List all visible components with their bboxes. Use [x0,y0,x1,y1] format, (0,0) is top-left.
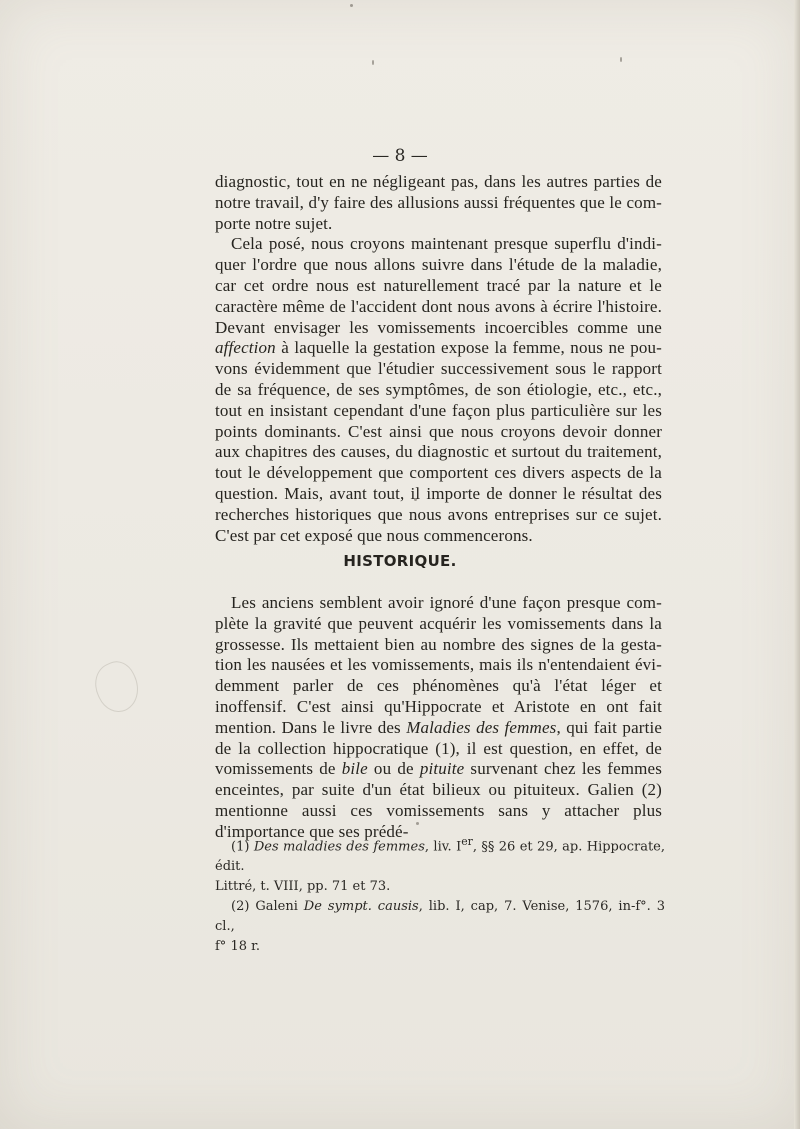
text-line: Littré, t. VIII, pp. 71 et 73. [215,879,391,895]
paragraph-2 [215,234,662,546]
text-line: grossesse. Ils mettaient bien au nombre des signes de la gesta- [215,634,662,654]
text-line: car cet ordre nous est naturellement tracé par la nature et le [215,275,662,295]
text-line: vons évidemment que l'étudier successivement sous le rapport [215,359,662,379]
text-line: points dominants. C'est ainsi que nous croyons devoir donner [215,421,662,441]
text-line: aux chapitres des causes, du diagnostic et surtout du traitement, [215,442,662,462]
text-line: diagnostic, tout en ne négligeant pas, dans les autres parties de [215,172,662,191]
footnote-number: (1) [231,839,254,855]
text-line: survenant chez les femmes enceintes, par suite [215,759,662,800]
text-line: porte notre sujet. [215,213,333,233]
text-line: tout en insistant cependant d'une façon plus particulière sur les [215,400,662,420]
footnote-1 [215,832,665,897]
italic-term: affection [215,338,276,358]
text-line: f° 18 r. [215,939,261,955]
page-number: — 8 — [372,146,428,166]
footnotes [215,832,665,957]
text-line: ou de [367,759,420,779]
paragraph-3 [215,593,662,843]
text-line: caractère même de l'accident dont nous avons à écrire l'histoire. [215,296,662,316]
intro-text [215,172,662,546]
text-line: vomissements sans y attacher plus d'importance que ses prédé- [215,800,663,841]
ink-speck [620,57,622,62]
text-line: hippocratique (1), il est question, en effet, de vomissements de [215,738,662,779]
text-line: quer l'ordre que nous allons suivre dans l'étude de la maladie, [215,255,662,275]
text-line: , qui fait partie de la collection [215,717,663,758]
text-line: à laquelle la gestation expose la femme, nous ne pou- [275,338,662,358]
ink-speck [372,60,374,65]
text-line: recherches historiques que nous avons entreprises sur ce sujet. [215,504,662,524]
text-line: de sa fréquence, de ses symptômes, de son étiologie, etc., etc., [215,379,662,399]
text-line: d'un état bilieux ou pituiteux. Galien (2) mentionne aussi ces [215,780,662,820]
text-line: Devant envisager les vomissements incoercibles comme une [215,317,662,337]
text-line: le livre des [322,717,407,737]
text-line: , §§ 26 et 29, ap. Hippocrate, édit. [215,839,666,875]
text-line: plète la gravité que peuvent acquérir les vomissements dans la [215,613,662,633]
text-line: tion les nausées et les vomissements, mais ils n'entendaient évi- [215,655,662,675]
text-line: Les anciens semblent avoir ignoré d'une façon presque com- [231,593,662,612]
ink-speck [350,4,353,7]
italic-title: De sympt. causis [303,899,419,915]
text-line: C'est ainsi qu'Hippocrate et Aristote en ont fait mention. Dans [215,696,662,737]
text-line: demment parler de ces phénomènes qu'à l'état léger et inoffensif. [215,676,662,716]
italic-title: Des maladies des femmes [253,839,425,855]
text-line: C'est par cet exposé que nous commencerons. [215,525,533,545]
text-line: tout le développement que comportent ces divers aspects de la [215,463,662,483]
superscript: er [461,835,473,848]
footnote-2 [215,897,665,957]
text-line: (2) Galeni [231,899,304,915]
text-line: question. Mais, avant tout, il importe de donner le résultat des [215,483,662,503]
italic-term: bile [341,759,368,779]
text-line: notre travail, d'y faire des allusions aussi fréquentes que le com- [215,192,662,212]
pencil-mark [87,655,146,718]
italic-term: pituite [419,759,465,779]
text-line: Cela posé, nous croyons maintenant presque superflu d'indi- [231,234,662,254]
text-line: , liv. I [424,839,462,855]
historique-text [215,593,662,843]
paragraph-1 [215,172,662,234]
section-heading: HISTORIQUE. [343,552,457,570]
text-line: , lib. I, cap, 7. Venise, 1576, in-f°. 3 cl., [215,899,665,935]
italic-title: Maladies des femmes [406,717,557,737]
